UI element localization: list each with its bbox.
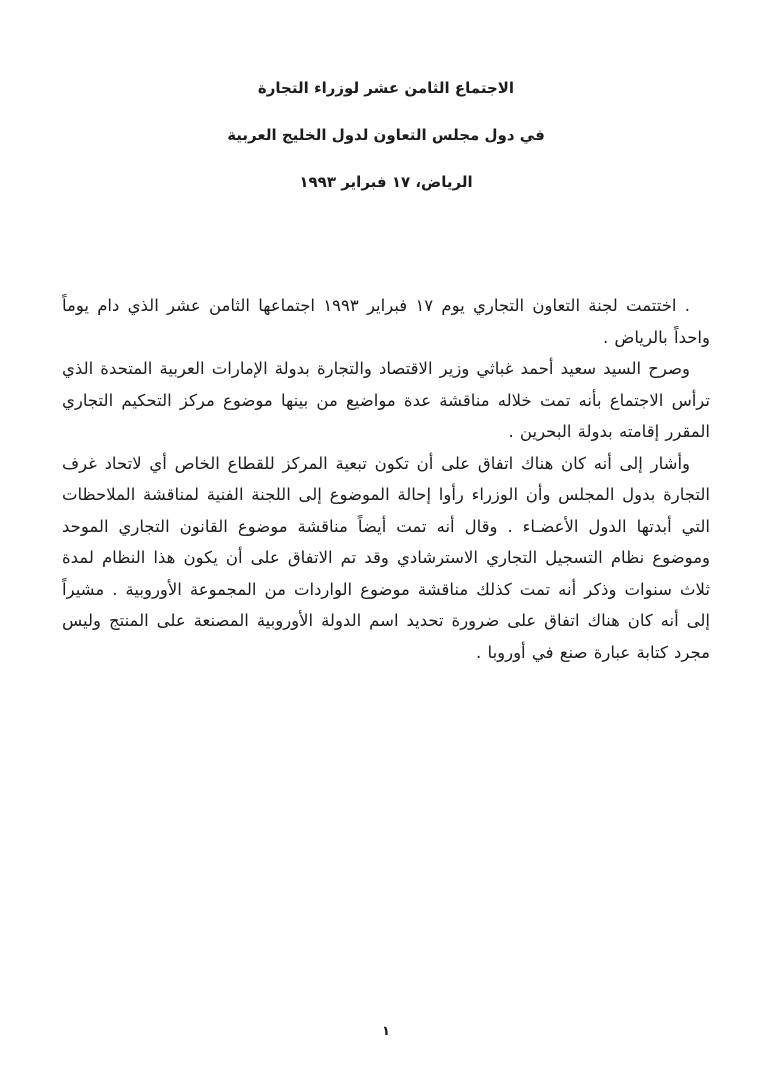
page-number: ١ [382,1024,390,1039]
title-line-3-date-location: الرياض، ١٧ فبراير ١٩٩٣ [299,173,473,191]
title-line-1: الاجتماع الثامن عشر لوزراء التجارة [257,79,515,97]
title-line-2: في دول مجلس التعاون لدول الخليج العربية [227,126,545,144]
document-header [0,78,772,219]
document-body [62,290,710,668]
paragraph-opening: . اختتمت لجنة التعاون التجاري يوم ١٧ فبراير ١٩٩٣ اجتماعها الثامن عشر الذي دام يوماً واحداً بالرياض . [62,296,710,347]
paragraph-details: وأشار إلى أنه كان هناك اتفاق على أن تكون تبعية المركز للقطاع الخاص أي لاتحاد غرف التجارة بدول المجلس وأن الوزراء رأوا إحالة الموضوع إلى اللجنة الفنية لمناقشة الملاحظات التي أبدتها الدول الأعضـاء . وقال أنه تمت أيضاً مناقشة موضوع القانون التجاري الموحد وموضوع نظام التسجيل التجاري الاسترشادي وقد تم الاتفاق على أن يكون هذا النظام لمدة ثلاث سنوات وذكر أنه تمت كذلك مناقشة موضوع الواردات من المجموعة الأوروبية . مشيراً إلى أنه كان هناك اتفاق على ضرورة تحديد اسم الدولة الأوروبية المصنعة على المنتج وليس مجرد كتابة عبارة صنع في أوروبا . [62,453,710,662]
paragraph-minister-statement: وصرح السيد سعيد أحمد غباثي وزير الاقتصاد والتجارة بدولة الإمارات العربية المتحدة الذي ترأس الاجتماع بأنه تمت خلاله مناقشة عدة مواضيع من بينها موضوع مركز التحكيم التجاري المقرر إقامته بدولة البحرين . [62,359,710,441]
